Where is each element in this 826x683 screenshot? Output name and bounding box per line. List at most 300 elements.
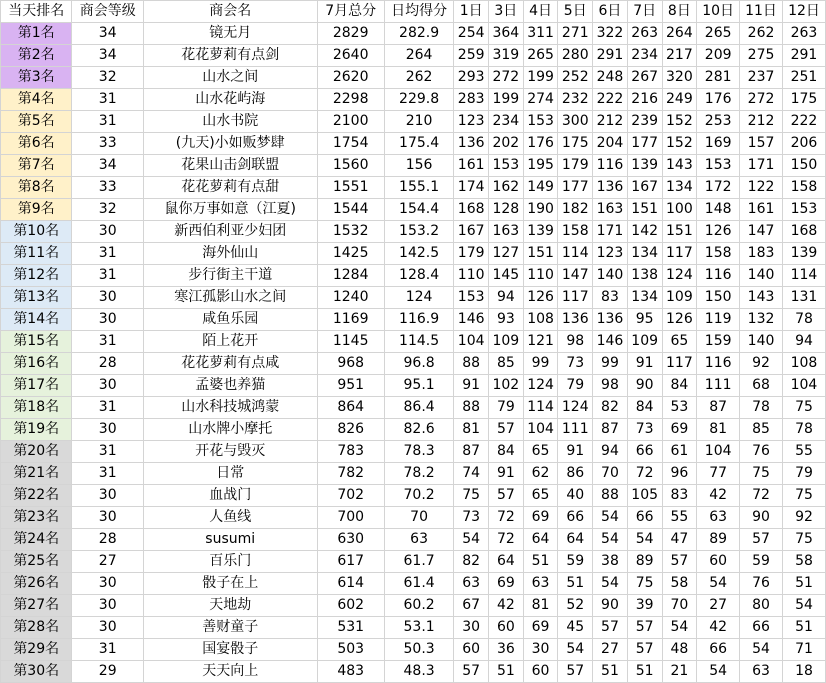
total-cell: 617: [317, 551, 384, 573]
day-score-cell: 248: [593, 67, 628, 89]
rank-cell: 第4名: [1, 89, 72, 111]
day-score-cell: 69: [489, 573, 524, 595]
day-score-cell: 152: [662, 133, 697, 155]
rank-cell: 第22名: [1, 485, 72, 507]
day-score-cell: 263: [782, 23, 825, 45]
day-score-cell: 126: [523, 287, 558, 309]
name-cell: 花花萝莉有点甜: [143, 177, 317, 199]
day-score-cell: 27: [593, 639, 628, 661]
day-score-cell: 60: [697, 551, 740, 573]
total-cell: 783: [317, 441, 384, 463]
level-cell: 31: [72, 331, 143, 353]
level-cell: 34: [72, 45, 143, 67]
day-score-cell: 65: [662, 331, 697, 353]
day-score-cell: 206: [782, 133, 825, 155]
table-row: [1, 89, 826, 111]
day-score-cell: 82: [454, 551, 489, 573]
name-cell: 花果山击剑联盟: [143, 155, 317, 177]
rank-cell: 第16名: [1, 353, 72, 375]
day-score-cell: 251: [782, 67, 825, 89]
day-score-cell: 272: [740, 89, 783, 111]
avg-cell: 128.4: [384, 265, 453, 287]
day-score-cell: 72: [627, 463, 662, 485]
day-score-cell: 199: [523, 67, 558, 89]
day-score-cell: 54: [662, 617, 697, 639]
day-score-cell: 98: [558, 331, 593, 353]
day-score-cell: 51: [782, 617, 825, 639]
name-cell: (九天)小如贩梦肆: [143, 133, 317, 155]
day-score-cell: 109: [662, 287, 697, 309]
day-score-cell: 72: [489, 507, 524, 529]
day-score-cell: 143: [662, 155, 697, 177]
table-row: [1, 309, 826, 331]
day-score-cell: 42: [697, 617, 740, 639]
level-cell: 30: [72, 617, 143, 639]
day-score-cell: 57: [740, 529, 783, 551]
day-score-cell: 21: [662, 661, 697, 683]
total-cell: 2298: [317, 89, 384, 111]
level-cell: 31: [72, 397, 143, 419]
day-score-cell: 148: [697, 199, 740, 221]
name-cell: 百乐门: [143, 551, 317, 573]
name-cell: 镜无月: [143, 23, 317, 45]
avg-cell: 282.9: [384, 23, 453, 45]
day-score-cell: 126: [697, 221, 740, 243]
day-score-cell: 104: [697, 441, 740, 463]
table-row: [1, 595, 826, 617]
day-score-cell: 75: [627, 573, 662, 595]
day-score-cell: 27: [697, 595, 740, 617]
day-score-cell: 122: [740, 177, 783, 199]
avg-cell: 78.3: [384, 441, 453, 463]
day-score-cell: 104: [782, 375, 825, 397]
day-score-cell: 54: [697, 661, 740, 683]
table-row: [1, 639, 826, 661]
rank-cell: 第30名: [1, 661, 72, 683]
day-score-cell: 18: [782, 661, 825, 683]
day-score-cell: 150: [782, 155, 825, 177]
name-cell: 开花与毁灭: [143, 441, 317, 463]
header-day: 6日: [593, 1, 628, 23]
day-score-cell: 104: [454, 331, 489, 353]
table-row: [1, 155, 826, 177]
day-score-cell: 58: [782, 551, 825, 573]
day-score-cell: 96: [662, 463, 697, 485]
avg-cell: 63: [384, 529, 453, 551]
day-score-cell: 190: [523, 199, 558, 221]
level-cell: 30: [72, 309, 143, 331]
day-score-cell: 75: [454, 485, 489, 507]
day-score-cell: 90: [740, 507, 783, 529]
table-row: [1, 133, 826, 155]
day-score-cell: 136: [454, 133, 489, 155]
level-cell: 31: [72, 265, 143, 287]
day-score-cell: 91: [627, 353, 662, 375]
total-cell: 614: [317, 573, 384, 595]
day-score-cell: 117: [558, 287, 593, 309]
day-score-cell: 114: [523, 397, 558, 419]
name-cell: 花花萝莉有点咸: [143, 353, 317, 375]
day-score-cell: 109: [627, 331, 662, 353]
total-cell: 483: [317, 661, 384, 683]
rank-cell: 第25名: [1, 551, 72, 573]
total-cell: 951: [317, 375, 384, 397]
total-cell: 826: [317, 419, 384, 441]
name-cell: 天天向上: [143, 661, 317, 683]
day-score-cell: 73: [558, 353, 593, 375]
day-score-cell: 222: [782, 111, 825, 133]
day-score-cell: 70: [662, 595, 697, 617]
day-score-cell: 92: [782, 507, 825, 529]
day-score-cell: 111: [558, 419, 593, 441]
name-cell: 寒江孤影山水之间: [143, 287, 317, 309]
rank-cell: 第28名: [1, 617, 72, 639]
day-score-cell: 127: [489, 243, 524, 265]
day-score-cell: 78: [740, 397, 783, 419]
day-score-cell: 177: [627, 133, 662, 155]
table-row: [1, 441, 826, 463]
day-score-cell: 91: [558, 441, 593, 463]
rank-cell: 第26名: [1, 573, 72, 595]
day-score-cell: 54: [593, 507, 628, 529]
day-score-cell: 42: [697, 485, 740, 507]
day-score-cell: 150: [697, 287, 740, 309]
day-score-cell: 204: [593, 133, 628, 155]
day-score-cell: 169: [697, 133, 740, 155]
avg-cell: 142.5: [384, 243, 453, 265]
day-score-cell: 89: [627, 551, 662, 573]
header-day: 5日: [558, 1, 593, 23]
day-score-cell: 177: [558, 177, 593, 199]
day-score-cell: 265: [523, 45, 558, 67]
day-score-cell: 171: [740, 155, 783, 177]
day-score-cell: 66: [627, 441, 662, 463]
total-cell: 531: [317, 617, 384, 639]
level-cell: 33: [72, 177, 143, 199]
day-score-cell: 162: [489, 177, 524, 199]
day-score-cell: 114: [558, 243, 593, 265]
day-score-cell: 81: [523, 595, 558, 617]
day-score-cell: 79: [782, 463, 825, 485]
rank-cell: 第24名: [1, 529, 72, 551]
day-score-cell: 153: [489, 155, 524, 177]
table-row: [1, 111, 826, 133]
day-score-cell: 102: [489, 375, 524, 397]
table-row: [1, 375, 826, 397]
day-score-cell: 57: [489, 419, 524, 441]
rank-cell: 第11名: [1, 243, 72, 265]
level-cell: 28: [72, 353, 143, 375]
day-score-cell: 54: [593, 529, 628, 551]
day-score-cell: 163: [593, 199, 628, 221]
day-score-cell: 79: [489, 397, 524, 419]
avg-cell: 262: [384, 67, 453, 89]
day-score-cell: 116: [697, 265, 740, 287]
day-score-cell: 81: [454, 419, 489, 441]
rank-cell: 第17名: [1, 375, 72, 397]
avg-cell: 155.1: [384, 177, 453, 199]
day-score-cell: 140: [593, 265, 628, 287]
level-cell: 31: [72, 89, 143, 111]
name-cell: 山水书院: [143, 111, 317, 133]
day-score-cell: 151: [662, 221, 697, 243]
day-score-cell: 108: [782, 353, 825, 375]
day-score-cell: 60: [523, 661, 558, 683]
day-score-cell: 42: [489, 595, 524, 617]
day-score-cell: 183: [740, 243, 783, 265]
header-name: 商会名: [143, 1, 317, 23]
table-row: [1, 45, 826, 67]
day-score-cell: 78: [782, 419, 825, 441]
day-score-cell: 209: [697, 45, 740, 67]
name-cell: 海外仙山: [143, 243, 317, 265]
rank-cell: 第1名: [1, 23, 72, 45]
name-cell: 天地劫: [143, 595, 317, 617]
day-score-cell: 131: [782, 287, 825, 309]
table-row: [1, 551, 826, 573]
table-row: [1, 331, 826, 353]
day-score-cell: 311: [523, 23, 558, 45]
total-cell: 1240: [317, 287, 384, 309]
table-body: [1, 23, 826, 683]
day-score-cell: 72: [489, 529, 524, 551]
day-score-cell: 153: [523, 111, 558, 133]
day-score-cell: 119: [697, 309, 740, 331]
day-score-cell: 116: [697, 353, 740, 375]
day-score-cell: 82: [593, 397, 628, 419]
day-score-cell: 54: [697, 573, 740, 595]
day-score-cell: 64: [489, 551, 524, 573]
day-score-cell: 293: [454, 67, 489, 89]
day-score-cell: 65: [523, 485, 558, 507]
avg-cell: 70: [384, 507, 453, 529]
level-cell: 30: [72, 375, 143, 397]
day-score-cell: 140: [740, 331, 783, 353]
header-day: 12日: [782, 1, 825, 23]
day-score-cell: 94: [489, 287, 524, 309]
day-score-cell: 283: [454, 89, 489, 111]
day-score-cell: 171: [593, 221, 628, 243]
day-score-cell: 48: [662, 639, 697, 661]
day-score-cell: 79: [558, 375, 593, 397]
day-score-cell: 74: [454, 463, 489, 485]
day-score-cell: 199: [489, 89, 524, 111]
day-score-cell: 40: [558, 485, 593, 507]
day-score-cell: 90: [627, 375, 662, 397]
rank-cell: 第15名: [1, 331, 72, 353]
day-score-cell: 53: [662, 397, 697, 419]
day-score-cell: 159: [697, 331, 740, 353]
day-score-cell: 90: [593, 595, 628, 617]
day-score-cell: 163: [489, 221, 524, 243]
day-score-cell: 252: [558, 67, 593, 89]
day-score-cell: 267: [627, 67, 662, 89]
day-score-cell: 75: [740, 463, 783, 485]
day-score-cell: 249: [662, 89, 697, 111]
name-cell: 花花萝莉有点剑: [143, 45, 317, 67]
day-score-cell: 61: [662, 441, 697, 463]
day-score-cell: 54: [627, 529, 662, 551]
day-score-cell: 57: [558, 661, 593, 683]
level-cell: 30: [72, 221, 143, 243]
day-score-cell: 300: [558, 111, 593, 133]
total-cell: 782: [317, 463, 384, 485]
rank-cell: 第20名: [1, 441, 72, 463]
table-row: [1, 463, 826, 485]
header-rank: 当天排名: [1, 1, 72, 23]
day-score-cell: 174: [454, 177, 489, 199]
day-score-cell: 51: [558, 573, 593, 595]
day-score-cell: 57: [593, 617, 628, 639]
day-score-cell: 116: [593, 155, 628, 177]
rank-cell: 第27名: [1, 595, 72, 617]
day-score-cell: 134: [627, 243, 662, 265]
avg-cell: 264: [384, 45, 453, 67]
day-score-cell: 84: [489, 441, 524, 463]
day-score-cell: 85: [740, 419, 783, 441]
level-cell: 31: [72, 111, 143, 133]
rank-cell: 第7名: [1, 155, 72, 177]
rank-cell: 第5名: [1, 111, 72, 133]
day-score-cell: 139: [782, 243, 825, 265]
day-score-cell: 212: [593, 111, 628, 133]
day-score-cell: 98: [593, 375, 628, 397]
table-row: [1, 199, 826, 221]
day-score-cell: 92: [740, 353, 783, 375]
day-score-cell: 51: [627, 661, 662, 683]
day-score-cell: 100: [662, 199, 697, 221]
day-score-cell: 123: [454, 111, 489, 133]
day-score-cell: 176: [697, 89, 740, 111]
day-score-cell: 54: [558, 639, 593, 661]
level-cell: 34: [72, 23, 143, 45]
avg-cell: 210: [384, 111, 453, 133]
day-score-cell: 66: [558, 507, 593, 529]
day-score-cell: 134: [662, 177, 697, 199]
table-row: [1, 485, 826, 507]
day-score-cell: 78: [782, 309, 825, 331]
day-score-cell: 83: [593, 287, 628, 309]
day-score-cell: 271: [558, 23, 593, 45]
name-cell: 骰子在上: [143, 573, 317, 595]
table-row: [1, 661, 826, 683]
day-score-cell: 291: [782, 45, 825, 67]
day-score-cell: 91: [454, 375, 489, 397]
day-score-cell: 59: [740, 551, 783, 573]
day-score-cell: 66: [740, 617, 783, 639]
day-score-cell: 67: [454, 595, 489, 617]
day-score-cell: 117: [662, 353, 697, 375]
day-score-cell: 147: [558, 265, 593, 287]
name-cell: 日常: [143, 463, 317, 485]
level-cell: 30: [72, 419, 143, 441]
table-row: [1, 419, 826, 441]
level-cell: 31: [72, 639, 143, 661]
avg-cell: 124: [384, 287, 453, 309]
total-cell: 1754: [317, 133, 384, 155]
day-score-cell: 265: [697, 23, 740, 45]
header-day: 4日: [523, 1, 558, 23]
total-cell: 1560: [317, 155, 384, 177]
day-score-cell: 232: [558, 89, 593, 111]
avg-cell: 48.3: [384, 661, 453, 683]
day-score-cell: 149: [523, 177, 558, 199]
day-score-cell: 76: [740, 573, 783, 595]
day-score-cell: 45: [558, 617, 593, 639]
day-score-cell: 64: [558, 529, 593, 551]
day-score-cell: 322: [593, 23, 628, 45]
avg-cell: 154.4: [384, 199, 453, 221]
total-cell: 1551: [317, 177, 384, 199]
day-score-cell: 237: [740, 67, 783, 89]
header-day: 3日: [489, 1, 524, 23]
day-score-cell: 51: [489, 661, 524, 683]
avg-cell: 50.3: [384, 639, 453, 661]
rank-cell: 第19名: [1, 419, 72, 441]
day-score-cell: 275: [740, 45, 783, 67]
day-score-cell: 172: [697, 177, 740, 199]
day-score-cell: 88: [454, 397, 489, 419]
header-day: 1日: [454, 1, 489, 23]
name-cell: 山水牌小摩托: [143, 419, 317, 441]
level-cell: 30: [72, 595, 143, 617]
day-score-cell: 234: [489, 111, 524, 133]
day-score-cell: 64: [523, 529, 558, 551]
name-cell: 陌上花开: [143, 331, 317, 353]
level-cell: 34: [72, 155, 143, 177]
day-score-cell: 94: [782, 331, 825, 353]
rank-cell: 第13名: [1, 287, 72, 309]
name-cell: 国宴骰子: [143, 639, 317, 661]
total-cell: 702: [317, 485, 384, 507]
level-cell: 31: [72, 463, 143, 485]
day-score-cell: 69: [523, 617, 558, 639]
day-score-cell: 55: [782, 441, 825, 463]
avg-cell: 96.8: [384, 353, 453, 375]
total-cell: 1284: [317, 265, 384, 287]
avg-cell: 95.1: [384, 375, 453, 397]
day-score-cell: 134: [627, 287, 662, 309]
rank-cell: 第12名: [1, 265, 72, 287]
day-score-cell: 54: [782, 595, 825, 617]
day-score-cell: 87: [593, 419, 628, 441]
day-score-cell: 110: [454, 265, 489, 287]
day-score-cell: 88: [593, 485, 628, 507]
level-cell: 31: [72, 441, 143, 463]
day-score-cell: 222: [593, 89, 628, 111]
day-score-cell: 36: [489, 639, 524, 661]
avg-cell: 153.2: [384, 221, 453, 243]
day-score-cell: 63: [697, 507, 740, 529]
day-score-cell: 71: [782, 639, 825, 661]
day-score-cell: 145: [489, 265, 524, 287]
total-cell: 1425: [317, 243, 384, 265]
avg-cell: 53.1: [384, 617, 453, 639]
rank-cell: 第3名: [1, 67, 72, 89]
header-day: 11日: [740, 1, 783, 23]
day-score-cell: 175: [558, 133, 593, 155]
day-score-cell: 136: [558, 309, 593, 331]
day-score-cell: 65: [523, 441, 558, 463]
table-row: [1, 353, 826, 375]
day-score-cell: 91: [489, 463, 524, 485]
day-score-cell: 38: [593, 551, 628, 573]
total-cell: 1169: [317, 309, 384, 331]
day-score-cell: 57: [454, 661, 489, 683]
day-score-cell: 158: [782, 177, 825, 199]
day-score-cell: 253: [697, 111, 740, 133]
total-cell: 1532: [317, 221, 384, 243]
